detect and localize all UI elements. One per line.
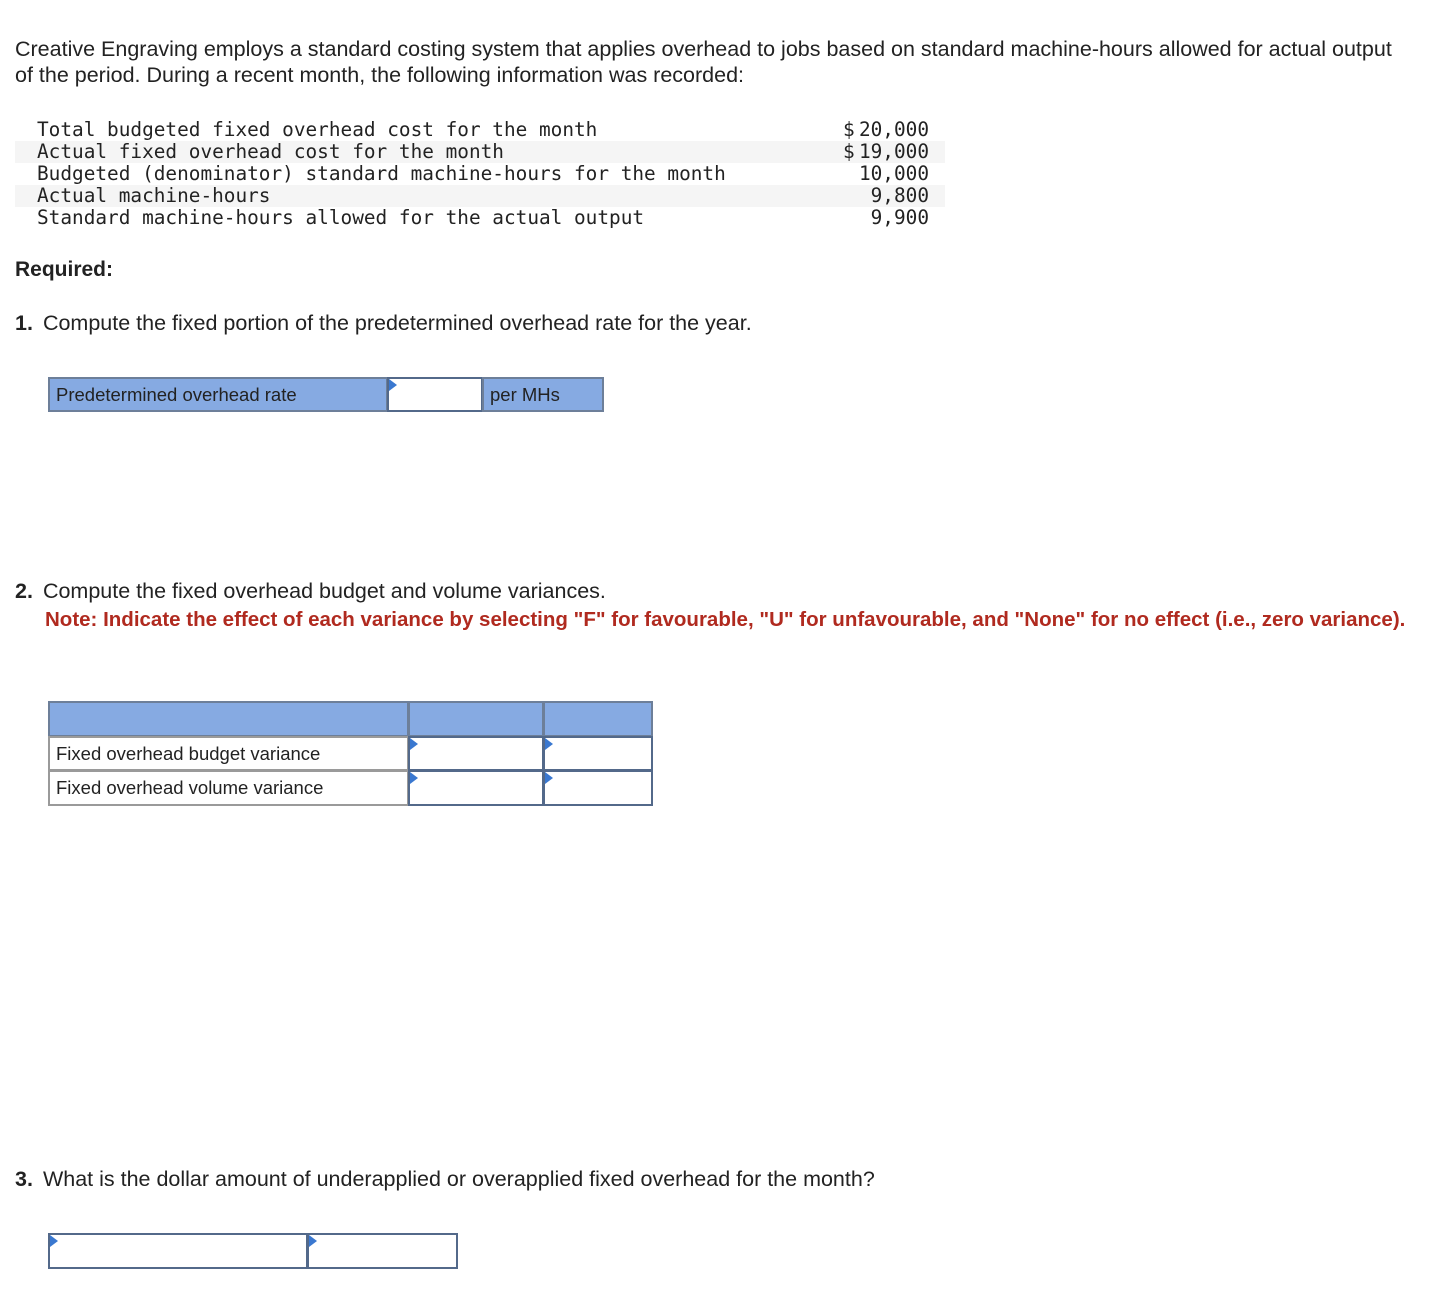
volume-variance-effect-select[interactable] (555, 774, 647, 802)
variance-row-label-cell (48, 736, 409, 771)
variance-row-label: Fixed overhead volume variance (56, 777, 324, 798)
question-number: 1. (15, 311, 33, 335)
overhead-amount-input[interactable] (60, 1237, 302, 1265)
data-row (15, 141, 945, 163)
question-number: 2. (15, 579, 33, 603)
question-1 (15, 309, 752, 337)
budget-variance-effect-select[interactable] (555, 740, 647, 767)
data-row-value: 19,000 (858, 140, 929, 163)
data-row-label: Actual machine-hours (37, 184, 271, 207)
data-row (15, 119, 945, 141)
data-row-value: 9,800 (870, 184, 929, 207)
volume-variance-effect-cell[interactable] (543, 770, 653, 806)
variance-row-label-cell (48, 770, 409, 806)
input-marker-icon (389, 379, 397, 391)
input-marker-icon (410, 772, 418, 784)
data-row (15, 185, 945, 207)
problem-intro: Creative Engraving employs a standard costing system that applies overhead to jobs based on standard machine-hours allowed for actual output of the period. During a recent month, the following information was recorded: (15, 37, 1392, 87)
data-row-value: 10,000 (858, 162, 929, 185)
question-text: Compute the fixed portion of the predetermined overhead rate for the year. (42, 311, 752, 335)
budget-variance-effect-cell[interactable] (543, 736, 653, 771)
question-2 (15, 577, 606, 605)
overhead-amount-cell[interactable] (48, 1233, 308, 1269)
volume-variance-amount-input[interactable] (420, 774, 538, 802)
question-text: Compute the fixed overhead budget and volume variances. (42, 579, 606, 603)
data-row-label: Actual fixed overhead cost for the month (37, 140, 504, 163)
budget-variance-amount-input[interactable] (420, 740, 538, 767)
instruction-note: Note: Indicate the effect of each variance by selecting "F" for favourable, "U" for unfavourable, and "None" for no effect (i.e., zero variance). (45, 608, 1406, 631)
volume-variance-amount-cell[interactable] (408, 770, 544, 806)
data-row (15, 207, 945, 229)
dropdown-marker-icon (545, 772, 553, 784)
input-marker-icon (410, 738, 418, 750)
data-row-value: 9,900 (870, 206, 929, 229)
overhead-status-cell[interactable] (307, 1233, 458, 1269)
currency-symbol: $ (843, 140, 855, 163)
data-row (15, 163, 945, 185)
dropdown-marker-icon (309, 1235, 317, 1247)
input-marker-icon (50, 1235, 58, 1247)
rate-unit: per MHs (490, 383, 560, 405)
variance-header-amount (408, 701, 544, 737)
currency-symbol: $ (843, 118, 855, 141)
rate-unit-cell (482, 377, 604, 412)
required-heading: Required: (15, 258, 114, 281)
rate-label: Predetermined overhead rate (56, 383, 297, 405)
question-number: 3. (15, 1167, 33, 1191)
variance-row-label: Fixed overhead budget variance (56, 742, 321, 764)
given-data-table (15, 119, 945, 229)
variance-header-effect (543, 701, 653, 737)
rate-input-cell[interactable] (387, 377, 483, 412)
overhead-status-select[interactable] (319, 1237, 452, 1265)
data-row-label: Standard machine-hours allowed for the actual output (37, 206, 645, 229)
rate-input[interactable] (399, 381, 477, 408)
question-3 (15, 1165, 875, 1193)
variance-header-label (48, 701, 409, 737)
dropdown-marker-icon (545, 738, 553, 750)
budget-variance-amount-cell[interactable] (408, 736, 544, 771)
question-text: What is the dollar amount of underapplied or overapplied fixed overhead for the month? (42, 1167, 875, 1191)
data-row-label: Budgeted (denominator) standard machine-hours for the month (37, 162, 726, 185)
data-row-value: 20,000 (858, 118, 929, 141)
data-row-label: Total budgeted fixed overhead cost for the month (37, 118, 598, 141)
rate-label-cell (48, 377, 388, 412)
